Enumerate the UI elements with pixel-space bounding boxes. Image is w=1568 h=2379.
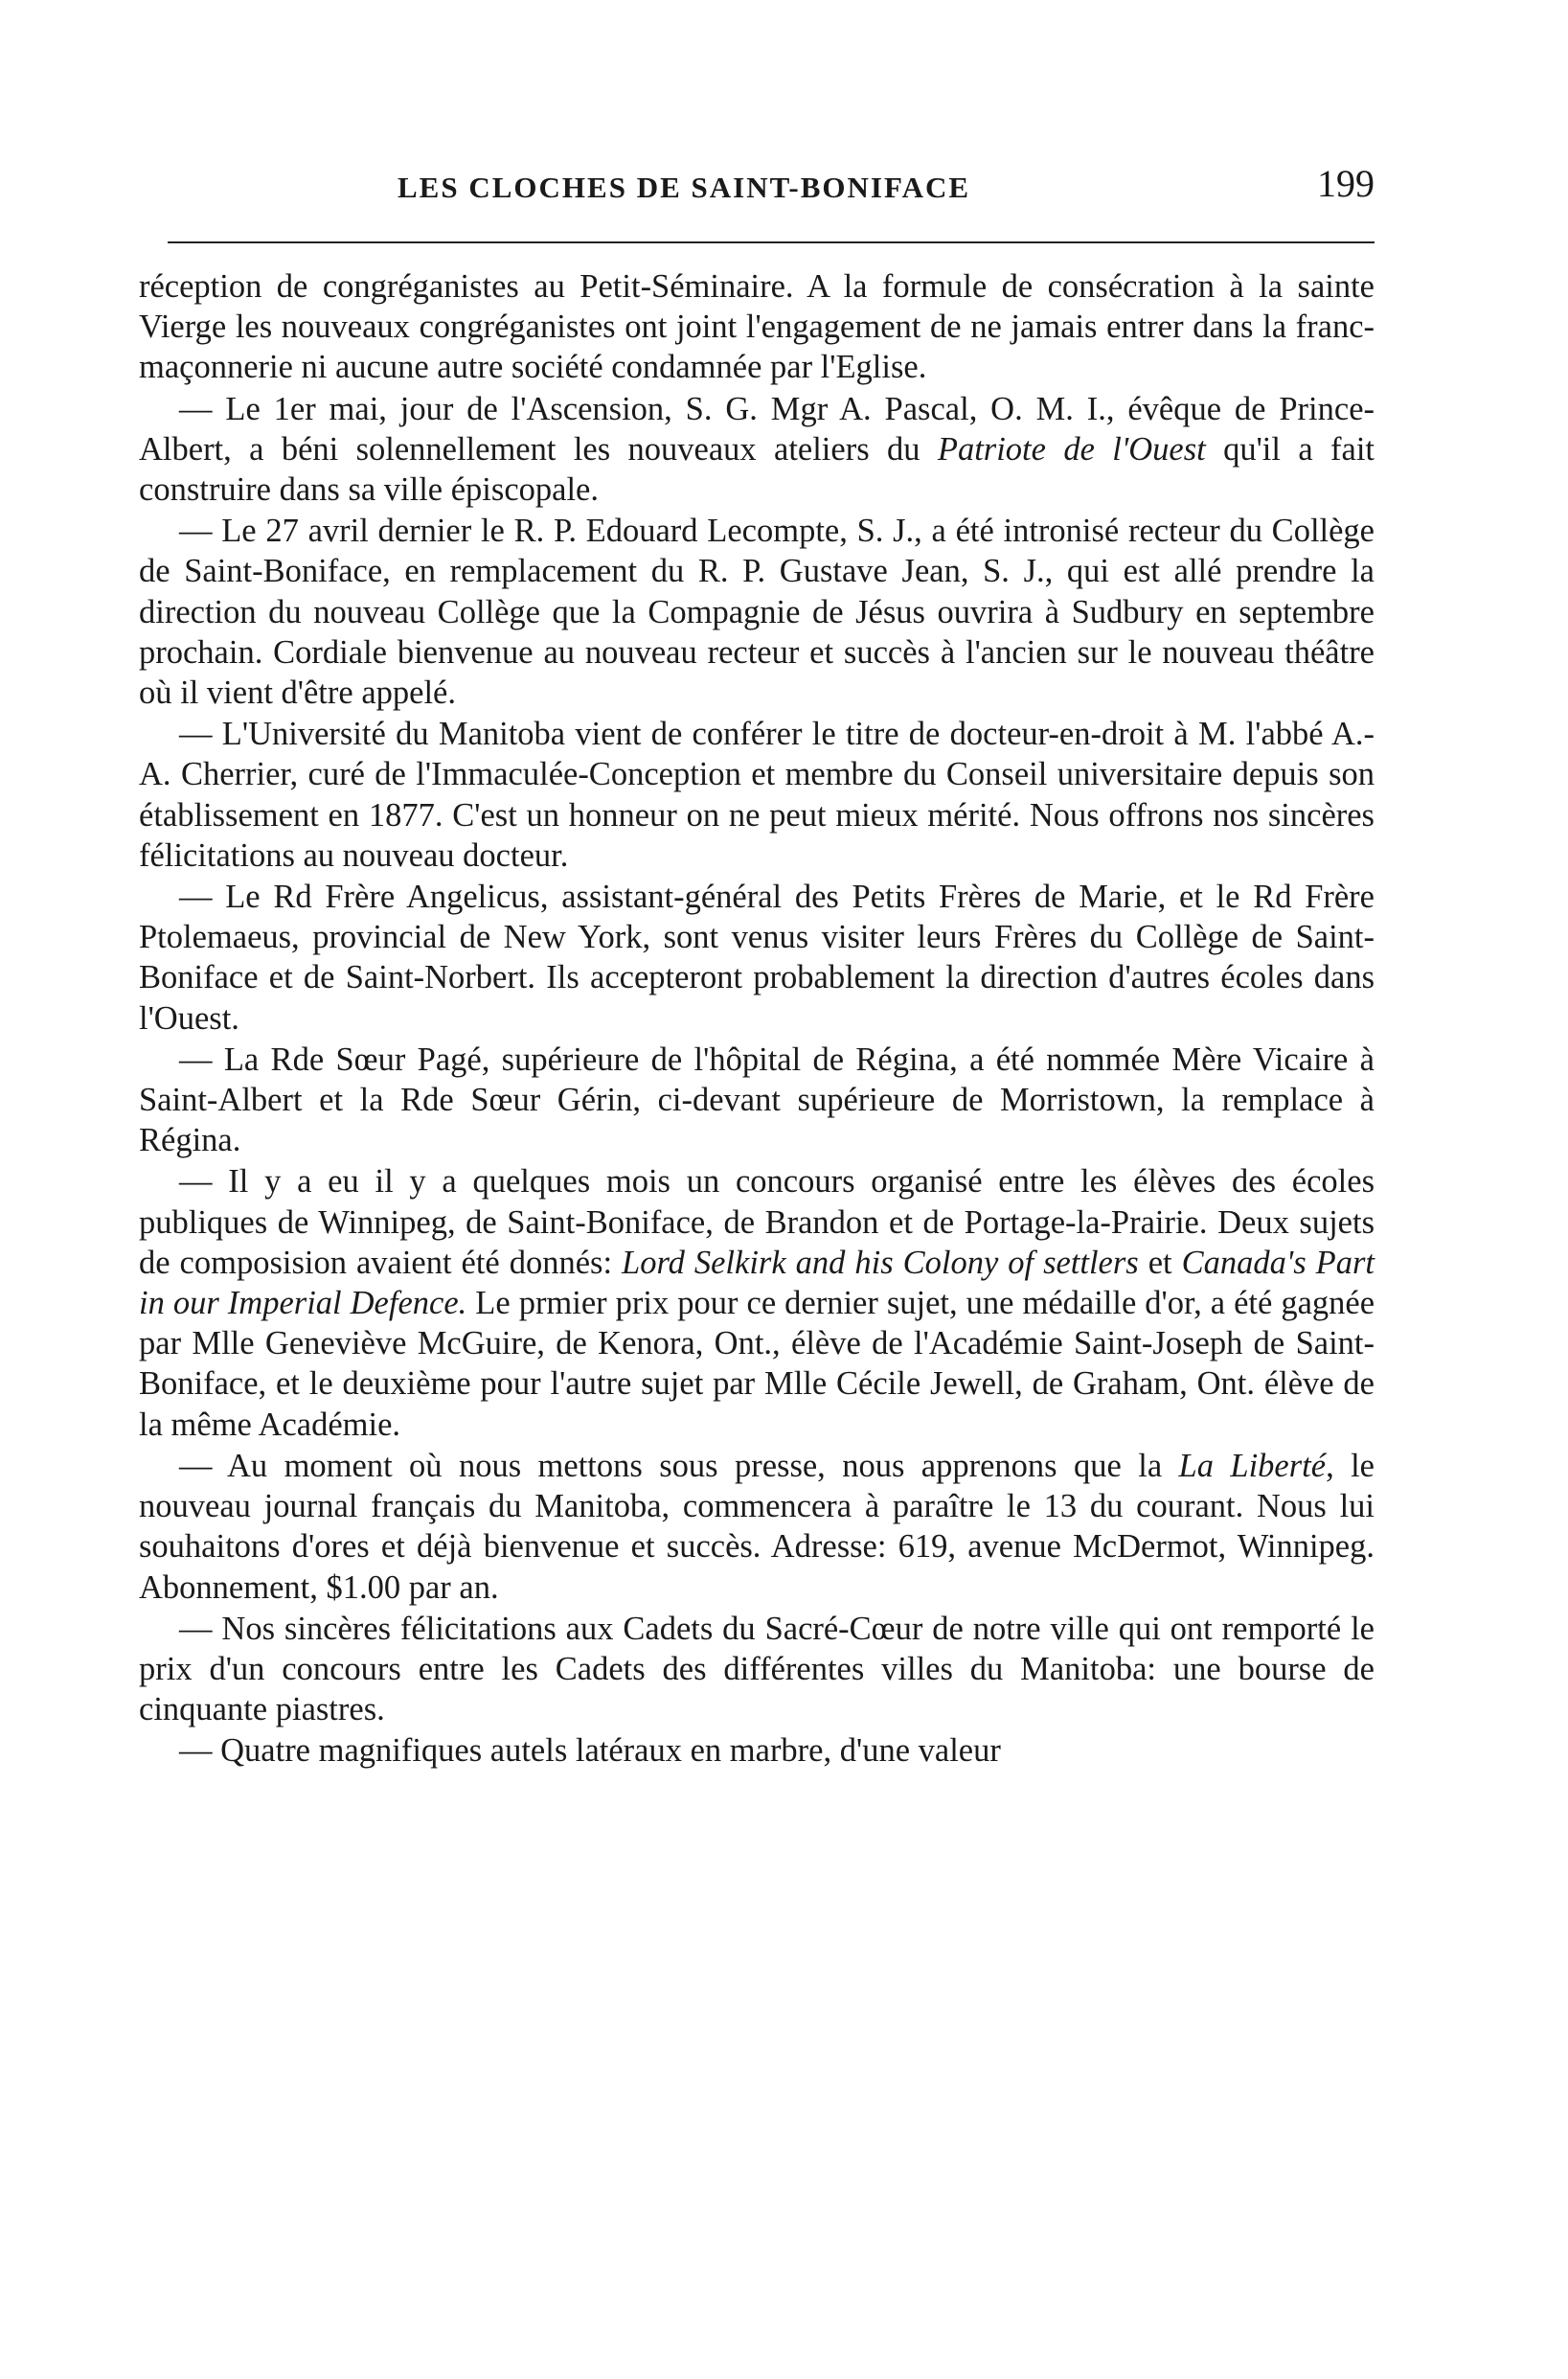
paragraph-2 — [139, 389, 1375, 511]
italic-title: Lord Selkirk and his Colony of settlers — [622, 1244, 1139, 1281]
paragraph-1 — [139, 266, 1375, 388]
paragraph-10 — [139, 1730, 1375, 1771]
page-number: 199 — [1317, 162, 1375, 205]
text-run: , le nouveau journal français du Manitoba, commencera à paraître le 13 du courant. Nous lui souhaitons d'ores et déjà bienvenue et succès. Adresse: 619, avenue McDermot, Winnipeg. Abonnement, $1.00 par an. — [139, 1447, 1375, 1606]
text-run: réception de congréganistes au Petit-Séminaire. A la formule de consécration à la sainte Vierge les nouveaux congréganistes ont joint l'engagement de ne jamais entrer dans la franc-maçonnerie ni aucune autre société condamnée par l'Eglise. — [139, 268, 1375, 386]
text-run: et — [1138, 1244, 1182, 1281]
text-run: — Il y a eu il y a quelques mois un concours organisé entre les élèves des écoles publiques de Winnipeg, de Saint-Boniface, de Brandon et de Portage-la-Prairie. Deux sujets de composision avaient été donnés: — [139, 1163, 1375, 1281]
header-rule — [168, 241, 1375, 243]
italic-title: Canada's Part in our Imperial Defence. — [139, 1244, 1375, 1322]
page-header — [168, 161, 1375, 218]
text-run: Le prmier prix pour ce dernier sujet, une médaille d'or, a été gagnée par Mlle Geneviève McGuire, de Kenora, Ont., élève de l'Académie Saint-Joseph de Saint-Boniface, et le deuxième pour l'autre sujet par Mlle Cécile Jewell, de Graham, Ont. élève de la même Académie. — [139, 1285, 1375, 1443]
text-run: — Au moment où nous mettons sous presse, nous apprenons que la — [179, 1447, 1179, 1484]
text-run: — Nos sincères félicitations aux Cadets du Sacré-Cœur de notre ville qui ont remporté le prix d'un concours entre les Cadets des différentes villes du Manitoba: une bourse de cinquante piastres. — [139, 1610, 1375, 1728]
text-run: qu'il a fait construire dans sa ville épiscopale. — [139, 430, 1375, 509]
paragraph-3 — [139, 511, 1375, 713]
text-run: — Le 1er mai, jour de l'Ascension, S. G. Mgr A. Pascal, O. M. I., évêque de Prince-Albert, a béni solennellement les nouveaux ateliers du — [139, 390, 1375, 468]
text-run: — Le 27 avril dernier le R. P. Edouard Lecompte, S. J., a été intronisé recteur du Collège de Saint-Boniface, en remplacement du R. P. Gustave Jean, S. J., qui est allé prendre la direction du nouveau Collège que la Compagnie de Jésus ouvrira à Sudbury en septembre prochain. Cordiale bienvenue au nouveau recteur et succès à l'ancien sur le nouveau théâtre où il vient d'être appelé. — [139, 513, 1375, 712]
paragraph-5 — [139, 877, 1375, 1039]
running-title: LES CLOCHES DE SAINT-BONIFACE — [398, 171, 971, 204]
text-run: — La Rde Sœur Pagé, supérieure de l'hôpital de Régina, a été nommée Mère Vicaire à Saint-Albert et la Rde Sœur Gérin, ci-devant supérieure de Morristown, la remplace à Régina. — [139, 1041, 1375, 1159]
text-run: — Le Rd Frère Angelicus, assistant-général des Petits Frères de Marie, et le Rd Frère Ptolemaeus, provincial de New York, sont venus visiter leurs Frères du Collège de Saint-Boniface et de Saint-Norbert. Ils accepteront probablement la direction d'autres écoles dans l'Ouest. — [139, 879, 1375, 1037]
paragraph-4 — [139, 714, 1375, 876]
paragraph-9 — [139, 1609, 1375, 1730]
italic-title: Patriote de l'Ouest — [937, 430, 1206, 468]
text-run: — L'Université du Manitoba vient de conférer le titre de docteur-en-droit à M. l'abbé A.-A. Cherrier, curé de l'Immaculée-Conception et membre du Conseil universitaire depuis son établissement en 1877. C'est un honneur on ne peut mieux mérité. Nous offrons nos sincères félicitations au nouveau docteur. — [139, 716, 1375, 874]
body-text — [139, 266, 1375, 1772]
text-run: — Quatre magnifiques autels latéraux en marbre, d'une valeur — [179, 1732, 1001, 1770]
paragraph-8 — [139, 1446, 1375, 1608]
paragraph-7 — [139, 1161, 1375, 1444]
paragraph-6 — [139, 1040, 1375, 1161]
italic-title: La Liberté — [1178, 1447, 1327, 1484]
